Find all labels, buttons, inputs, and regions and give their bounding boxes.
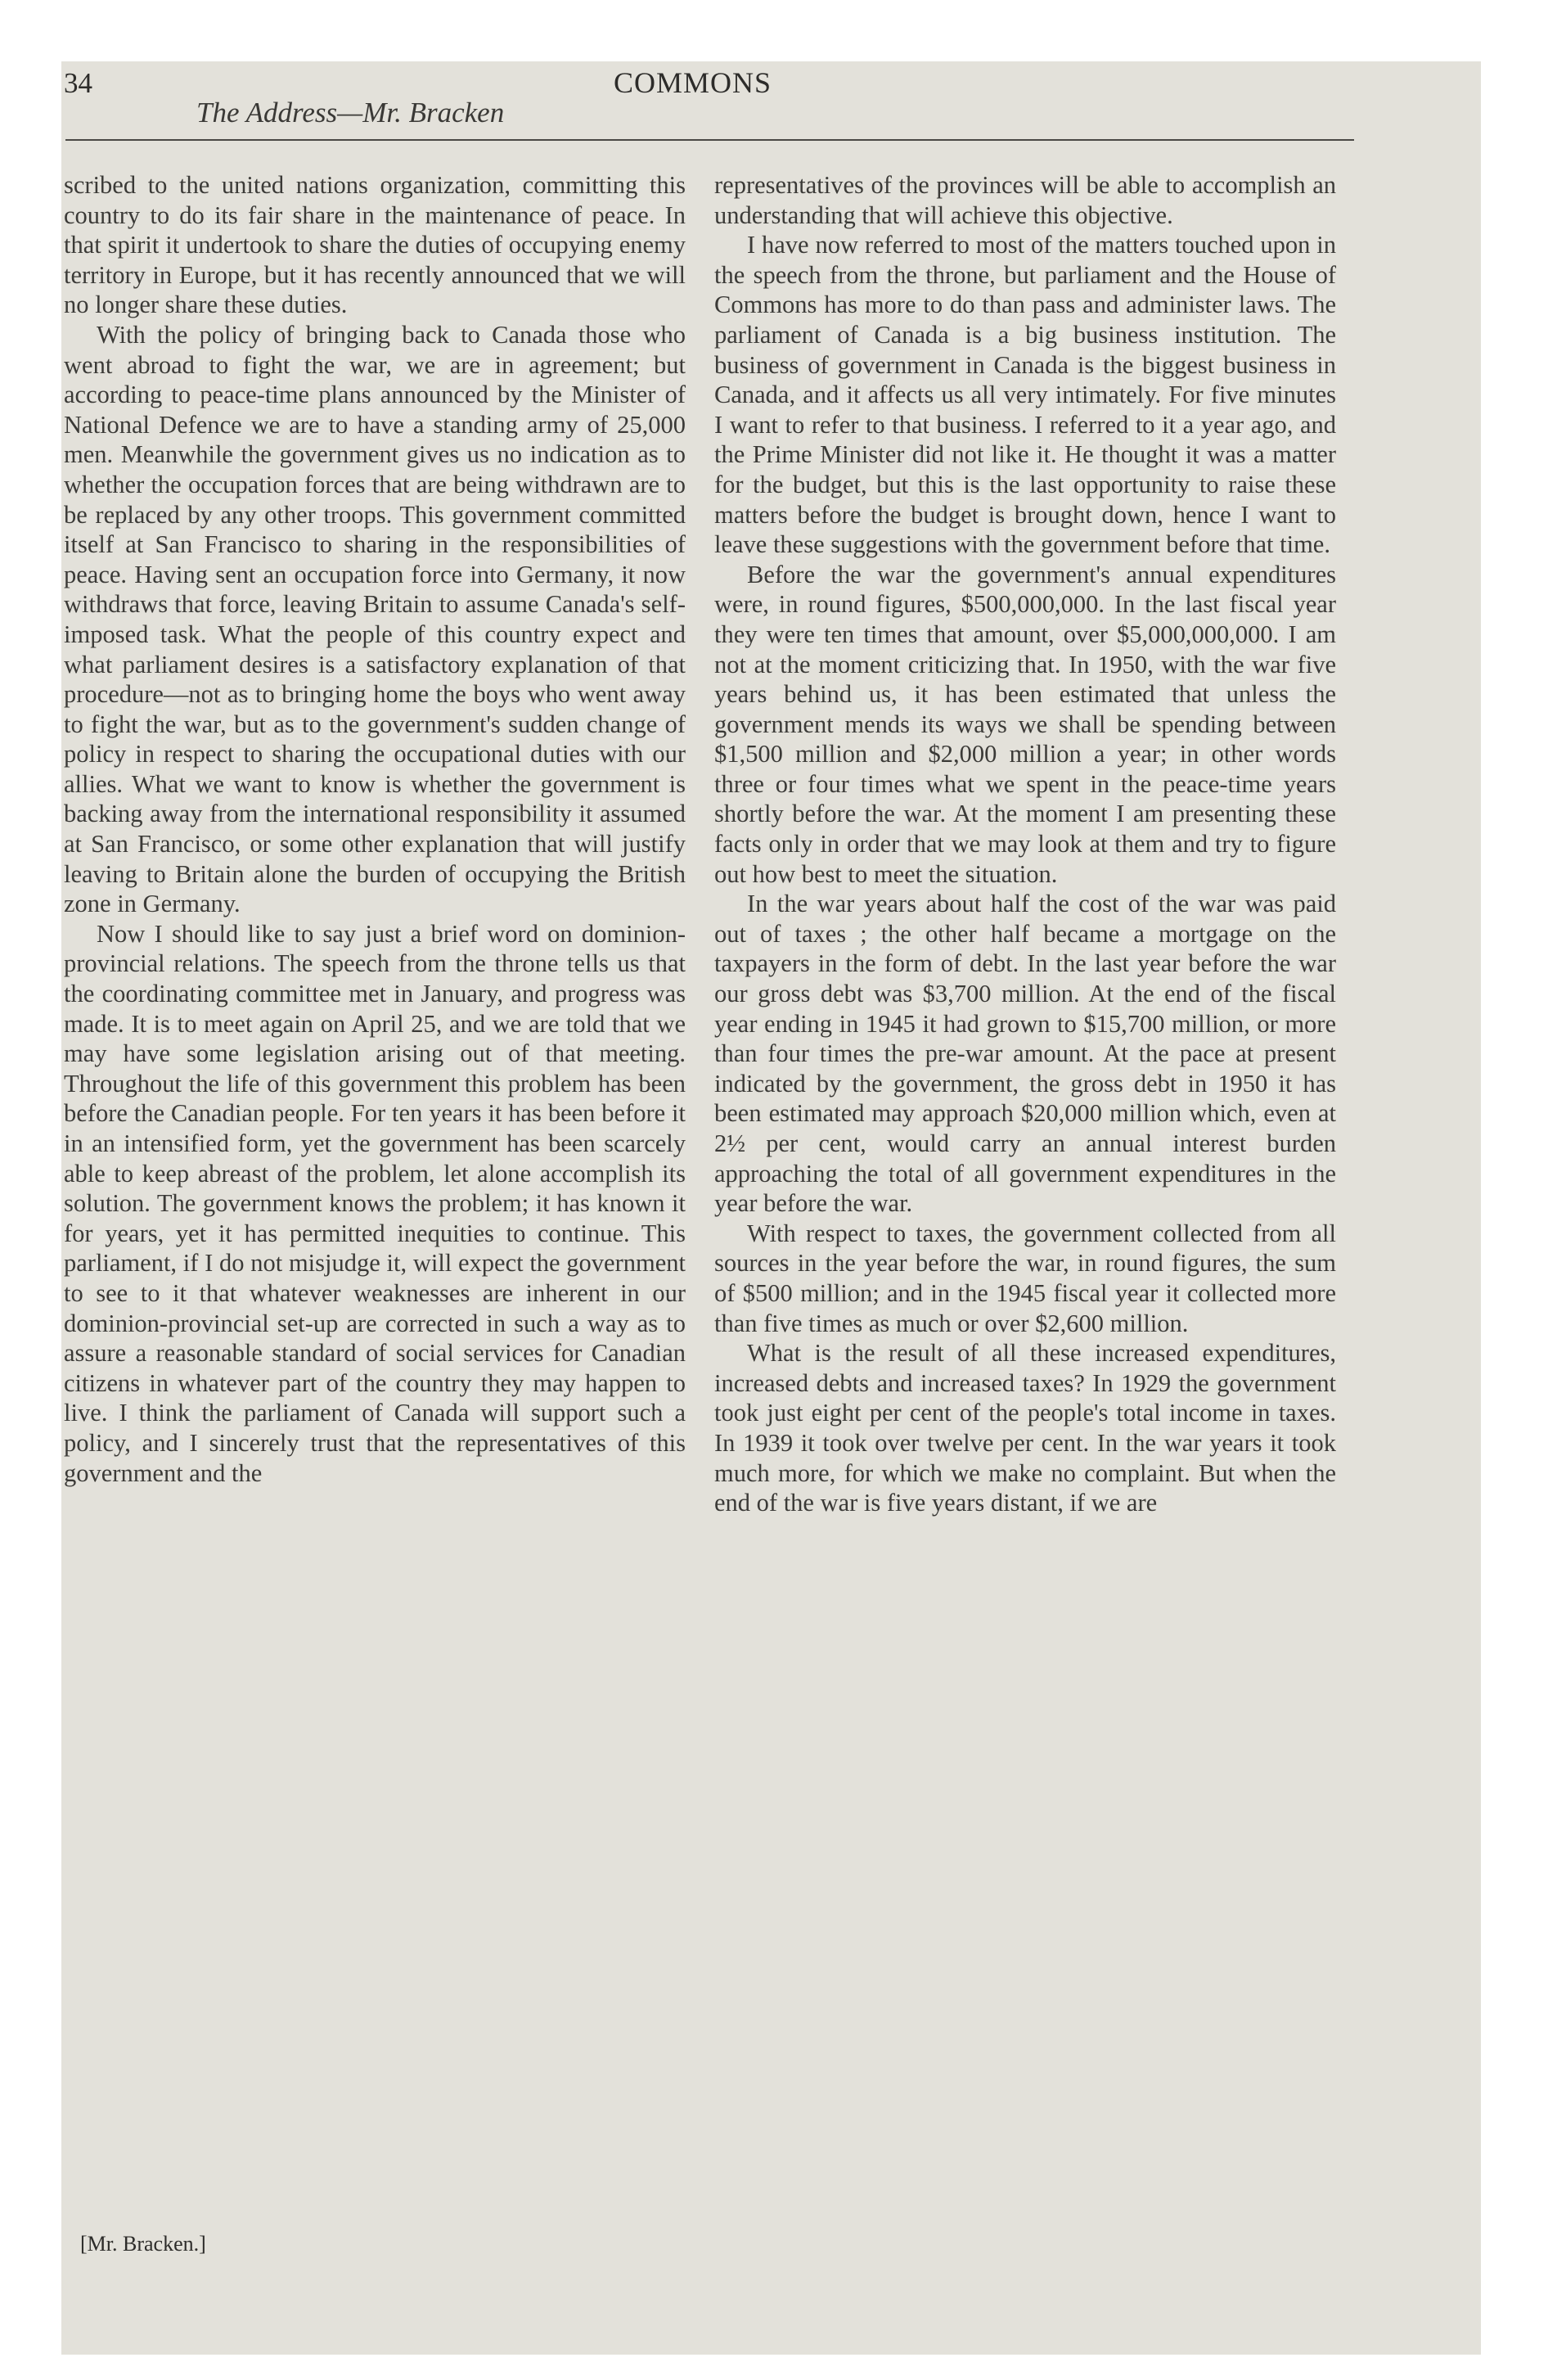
section-title: COMMONS bbox=[614, 66, 772, 99]
paragraph: With the policy of bringing back to Canada those who went abroad to fight the war, we are in agreement; but according to peace-time plans announced by the Minister of National Defence we are to have a standing army of 25,000 men. Meanwhile the government gives us no indication as to whether the occupation forces that are being withdrawn are to be replaced by any other troops. This government committed itself at San Francisco to sharing in the responsibilities of peace. Having sent an occupation force into Germany, it now withdraws that force, leaving Britain to assume Canada's self-imposed task. What the people of this country expect and what parliament desires is a satisfactory explanation of that procedure—not as to bringing home the boys who went away to fight the war, but as to the government's sudden change of policy in respect to sharing the occupational duties with our allies. What we want to know is whether the government is backing away from the international responsibility it assumed at San Francisco, or some other explanation that will justify leaving to Britain alone the burden of occupying the British zone in Germany. bbox=[64, 320, 686, 918]
paragraph: With respect to taxes, the government collected from all sources in the year before the war, in round figures, the sum of $500 million; and in the 1945 fiscal year it collected more than five times as much or over $2,600 million. bbox=[714, 1219, 1336, 1337]
page-number: 34 bbox=[64, 67, 92, 99]
paragraph: Before the war the government's annual expenditures were, in round figures, $500,000,000. In the last fiscal year they were ten times that amount, over $5,000,000,000. I am not at the moment criticizing that. In 1950, with the war five years behind us, it has been estimated that unless the government mends its ways we shall be spending between $1,500 million and $2,000 million a year; in other words three or four times what we spent in the peace-time years shortly before the war. At the moment I am presenting these facts only in order that we may look at them and try to figure out how best to meet the situation. bbox=[714, 560, 1336, 888]
running-head: The Address—Mr. Bracken bbox=[196, 97, 505, 128]
right-column bbox=[714, 170, 1336, 1518]
paragraph: What is the result of all these increased expenditures, increased debts and increased taxes? In 1929 the government took just eight per cent of the people's total income in taxes. In 1939 it took over twelve per cent. In the war years it took much more, for which we make no complaint. But when the end of the war is five years distant, if we are bbox=[714, 1339, 1336, 1517]
paragraph: representatives of the provinces will be able to accomplish an understanding that will achieve this objective. bbox=[714, 171, 1336, 229]
speaker-footer: [Mr. Bracken.] bbox=[80, 2232, 206, 2256]
paragraph: Now I should like to say just a brief word on dominion-provincial relations. The speech from the throne tells us that the coordinating committee met in January, and progress was made. It is to meet again on April 25, and we are told that we may have some legislation arising out of that meeting. Throughout the life of this government this problem has been before the Canadian people. For ten years it has been before it in an intensified form, yet the government has been scarcely able to keep abreast of the problem, let alone accomplish its solution. The government knows the problem; it has known it for years, yet it has permitted inequities to continue. This parliament, if I do not misjudge it, will expect the government to see to it that whatever weaknesses are inherent in our dominion-provincial set-up are corrected in such a way as to assure a reasonable standard of social services for Canadian citizens in whatever part of the country they may happen to live. I think the parliament of Canada will support such a policy, and I sincerely trust that the representatives of this government and the bbox=[64, 919, 686, 1487]
paragraph: In the war years about half the cost of the war was paid out of taxes ; the other half became a mortgage on the taxpayers in the form of debt. In the last year before the war our gross debt was $3,700 million. At the end of the fiscal year ending in 1945 it had grown to $15,700 million, or more than four times the pre-war amount. At the pace at present indicated by the government, the gross debt in 1950 it has been estimated may approach $20,000 million which, even at 2½ per cent, would carry an annual interest burden approaching the total of all government expenditures in the year before the war. bbox=[714, 890, 1336, 1218]
paragraph: scribed to the united nations organization, committing this country to do its fair share in the maintenance of peace. In that spirit it undertook to share the duties of occupying enemy territory in Europe, but it has recently announced that we will no longer share these duties. bbox=[64, 171, 686, 319]
header-rule bbox=[65, 139, 1354, 141]
paragraph: I have now referred to most of the matters touched upon in the speech from the throne, but parliament and the House of Commons has more to do than pass and administer laws. The parliament of Canada is a big business institution. The business of government in Canada is the biggest business in Canada, and it affects us all very intimately. For five minutes I want to refer to that business. I referred to it a year ago, and the Prime Minister did not like it. He thought it was a matter for the budget, but this is the last opportunity to raise these matters before the budget is brought down, hence I want to leave these suggestions with the government before that time. bbox=[714, 231, 1336, 559]
left-column bbox=[64, 170, 686, 1488]
